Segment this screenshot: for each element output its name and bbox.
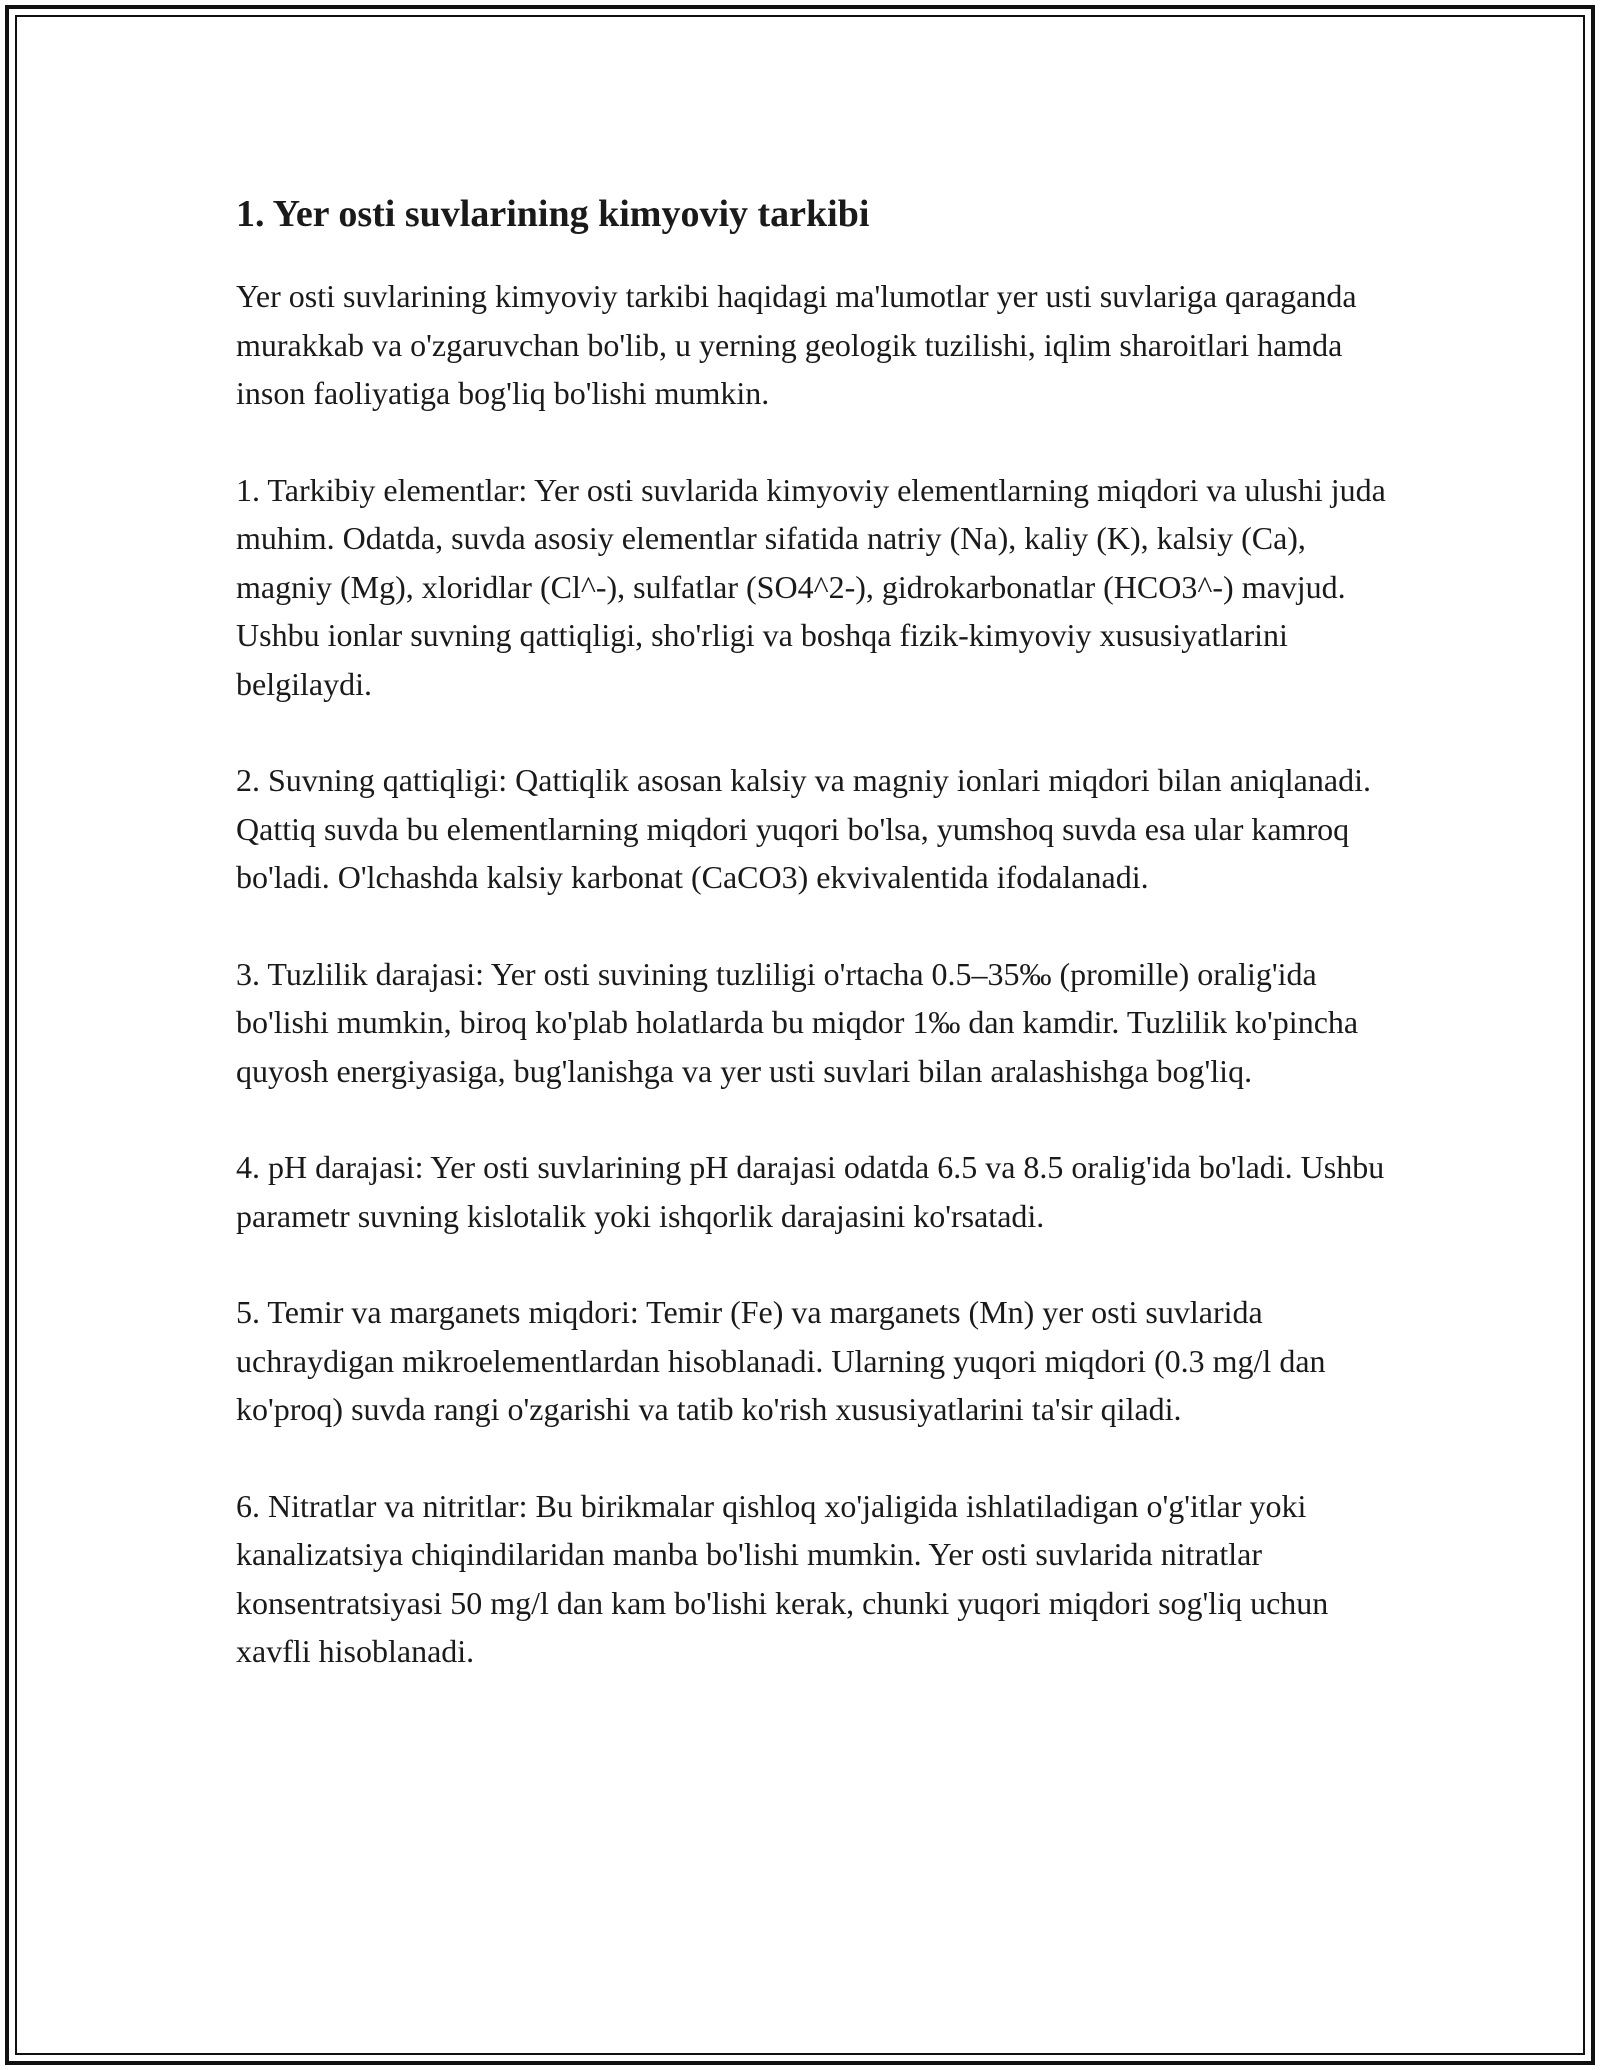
section-ph-paragraph: 4. pH darajasi: Yer osti suvlarining pH darajasi odatda 6.5 va 8.5 oralig'ida bo'ladi. Ushbu parametr suvning kislotalik yoki ishqorlik darajasini ko'rsatadi. bbox=[236, 1149, 1385, 1234]
intro-paragraph: Yer osti suvlarining kimyoviy tarkibi haqidagi ma'lumotlar yer usti suvlariga qaraganda murakkab va o'zgaruvchan bo'lib, u yerning geologik tuzilishi, iqlim sharoitlari hamda inson faoliyatiga bog'liq bo'lishi mumkin. bbox=[236, 278, 1357, 411]
document-body bbox=[236, 186, 1386, 1724]
section-iron-manganese-paragraph: 5. Temir va marganets miqdori: Temir (Fe) va marganets (Mn) yer osti suvlarida uchraydigan mikroelementlardan hisoblanadi. Ularning yuqori miqdori (0.3 mg/l dan ko'proq) suvda rangi o'zgarishi va tatib ko'rish xususiyatlarini ta'sir qiladi. bbox=[236, 1294, 1326, 1427]
section-hardness-paragraph: 2. Suvning qattiqligi: Qattiqlik asosan kalsiy va magniy ionlari miqdori bilan aniqlanadi. Qattiq suvda bu elementlarning miqdori yuqori bo'lsa, yumshoq suvda esa ular kamroq bo'ladi. O'lchashda kalsiy karbonat (CaCO3) ekvivalentida ifodalanadi. bbox=[236, 762, 1371, 895]
section-salinity-paragraph: 3. Tuzlilik darajasi: Yer osti suvining tuzliligi o'rtacha 0.5–35‰ (promille) oralig'ida bo'lishi mumkin, biroq ko'plab holatlarda bu miqdor 1‰ dan kamdir. Tuzlilik ko'pincha quyosh energiyasiga, bug'lanishga va yer usti suvlari bilan aralashishga bog'liq. bbox=[236, 955, 1359, 1089]
document-title: 1. Yer osti suvlarining kimyoviy tarkibi bbox=[236, 193, 870, 235]
section-nitrates-paragraph: 6. Nitratlar va nitritlar: Bu birikmalar qishloq xo'jaligida ishlatiladigan o'g'itlar yoki kanalizatsiya chiqindilaridan manba bo'lishi mumkin. Yer osti suvlarida nitratlar konsentratsiyasi 50 mg/l dan kam bo'lishi kerak, chunki yuqori miqdori sog'liq uchun xavfli hisoblanadi. bbox=[236, 1487, 1329, 1669]
section-elements-paragraph: 1. Tarkibiy elementlar: Yer osti suvlarida kimyoviy elementlarning miqdori va ulushi juda muhim. Odatda, suvda asosiy elementlar sifatida natriy (Na), kaliy (K), kalsiy (Ca), magniy (Mg), xloridlar (Cl^-), sulfatlar (SO4^2-), gidrokarbonatlar (HCO3^-) mavjud. Ushbu ionlar suvning qattiqligi, sho'rligi va boshqa fizik-kimyoviy xususiyatlarini belgilaydi. bbox=[236, 471, 1386, 702]
